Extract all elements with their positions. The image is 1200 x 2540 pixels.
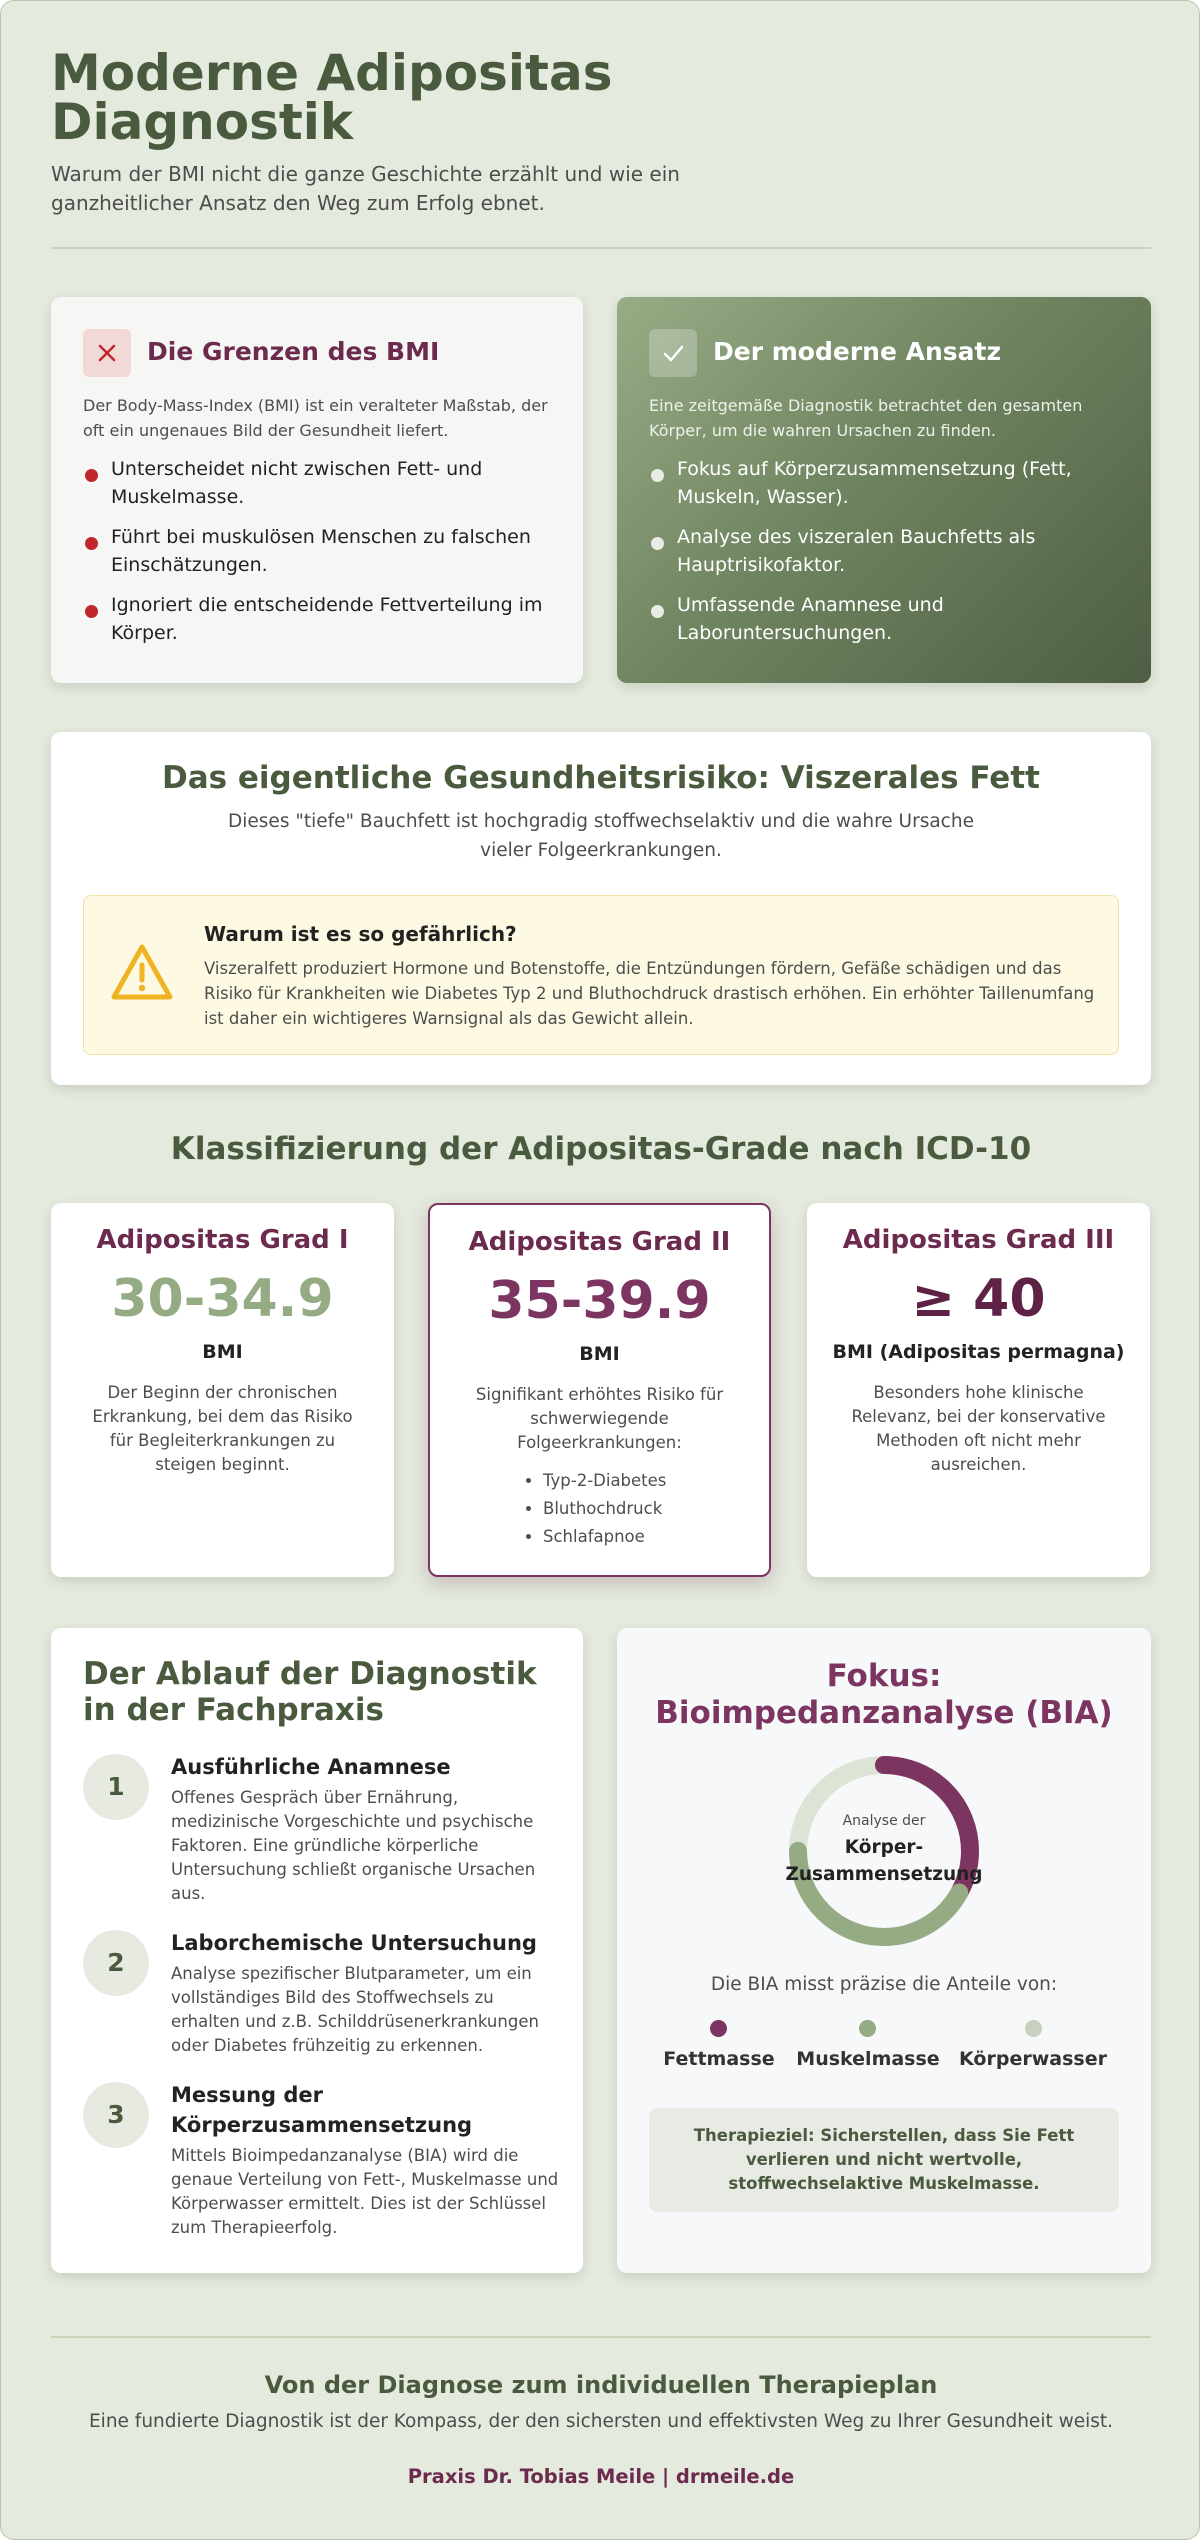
- step-title-3: Messung der Körperzusammensetzung: [171, 2083, 473, 2137]
- step-title-1: Ausführliche Anamnese: [171, 1755, 451, 1779]
- step-number-3: 3: [83, 2082, 149, 2148]
- grade-name: Adipositas Grad II: [468, 1227, 731, 1257]
- bia-title: [617, 1658, 1151, 1732]
- ring-label-big: Körper-Zusammensetzung: [785, 1837, 983, 1885]
- footer-divider: [51, 2336, 1151, 2338]
- bia-measures-text: Die BIA misst präzise die Anteile von:: [710, 1974, 1058, 1995]
- visceral-fat-title: Das eigentliche Gesundheitsrisiko: Viszerales Fett: [162, 760, 1040, 796]
- bia-title-line1: Fokus:: [826, 1658, 942, 1694]
- grade-card-2: [428, 1203, 771, 1577]
- bia-title-line2: Bioimpedanzanalyse (BIA): [655, 1695, 1113, 1731]
- grade-card-1: [51, 1203, 394, 1577]
- grade-name: Adipositas Grad I: [96, 1225, 349, 1255]
- legend-label-fat: Fettmasse: [663, 2048, 775, 2070]
- footer-text: Eine fundierte Diagnostik ist der Kompass, der den sichersten und effektivsten Weg zu Ihrer Gesundheit weist.: [88, 2411, 1114, 2432]
- bmi-limits-card: [51, 297, 583, 683]
- list-item: Unterscheidet nicht zwischen Fett- und Muskelmasse.: [83, 455, 543, 511]
- grade-value: 35-39.9: [488, 1271, 711, 1331]
- footer-brand: Praxis Dr. Tobias Meile | drmeile.de: [407, 2465, 795, 2488]
- step-number-2: 2: [83, 1930, 149, 1996]
- page-subtitle: [51, 160, 1151, 218]
- legend-label-water: Körperwasser: [959, 2048, 1107, 2070]
- visceral-fat-card: [51, 732, 1151, 1085]
- classification-title: Klassifizierung der Adipositas-Grade nach ICD-10: [170, 1131, 1032, 1167]
- bmi-limits-intro: Der Body-Mass-Index (BMI) ist ein veralteter Maßstab, der oft ein ungenaues Bild der Gesundheit liefert.: [83, 396, 548, 440]
- page-subtitle-line2: ganzheitlicher Ansatz den Weg zum Erfolg ebnet.: [51, 191, 545, 215]
- header: [51, 44, 1151, 218]
- modern-approach-list: [649, 455, 1099, 659]
- list-item: Führt bei muskulösen Menschen zu falschen Einschätzungen.: [83, 523, 543, 579]
- process-card: [51, 1628, 583, 2273]
- footer-title: Von der Diagnose zum individuellen Therapieplan: [264, 2371, 938, 2399]
- legend-dot-water: [1025, 2020, 1042, 2037]
- grade-description: Der Beginn der chronischen Erkrankung, bei dem das Risiko für Begleiterkrankungen zu steigen beginnt.: [92, 1383, 353, 1474]
- grade-unit: BMI: [202, 1341, 243, 1363]
- grade-description: Besonders hohe klinische Relevanz, bei der konservative Methoden oft nicht mehr ausreichen.: [851, 1383, 1106, 1474]
- ring-label-small: Analyse der: [842, 1813, 926, 1829]
- step-desc-3: Mittels Bioimpedanzanalyse (BIA) wird die genaue Verteilung von Fett-, Muskelmasse und Körperwasser ermittelt. Dies ist der Schlüssel zum Therapieerfolg.: [171, 2146, 559, 2237]
- list-item: Ignoriert die entscheidende Fettverteilung im Körper.: [83, 591, 543, 647]
- grade-unit: BMI: [579, 1343, 620, 1365]
- list-item: Umfassende Anamnese und Laboruntersuchungen.: [649, 591, 1099, 647]
- list-item: • Typ-2-Diabetes: [543, 1467, 666, 1495]
- list-item: • Schlafapnoe: [543, 1523, 666, 1551]
- step-number-1: 1: [83, 1754, 149, 1820]
- step-desc-2: Analyse spezifischer Blutparameter, um ein vollständiges Bild des Stoffwechsels zu erhalten und z.B. Schilddrüsenerkrankungen oder Diabetes frühzeitig zu erkennen.: [171, 1964, 539, 2055]
- grade-description: Signifikant erhöhtes Risiko für schwerwiegende Folgeerkrankungen:: [475, 1385, 724, 1452]
- therapy-goal-box: [649, 2108, 1119, 2212]
- grade-risk-list: [525, 1467, 666, 1551]
- bia-card: [617, 1628, 1151, 2273]
- step-title-2: Laborchemische Untersuchung: [171, 1931, 537, 1955]
- list-item: • Bluthochdruck: [543, 1495, 666, 1523]
- step-desc-1: Offenes Gespräch über Ernährung, medizinische Vorgeschichte und psychische Faktoren. Eine gründliche körperliche Untersuchung schließt organische Ursachen aus.: [171, 1788, 536, 1903]
- grade-value: 30-34.9: [111, 1269, 334, 1329]
- modern-approach-intro: Eine zeitgemäße Diagnostik betrachtet den gesamten Körper, um die wahren Ursachen zu finden.: [649, 396, 1083, 440]
- warning-title: Warum ist es so gefährlich?: [204, 922, 517, 946]
- page-title: Moderne Adipositas Diagnostik: [51, 44, 613, 151]
- page-subtitle-line1: Warum der BMI nicht die ganze Geschichte erzählt und wie ein: [51, 162, 680, 186]
- list-item: Analyse des viszeralen Bauchfetts als Hauptrisikofaktor.: [649, 523, 1099, 579]
- visceral-fat-subtitle: Dieses "tiefe" Bauchfett ist hochgradig stoffwechselaktiv und die wahre Ursache vieler Folgeerkrankungen.: [228, 811, 974, 861]
- grade-name: Adipositas Grad III: [842, 1225, 1115, 1255]
- legend-dot-muscle: [859, 2020, 876, 2037]
- close-icon: [83, 329, 131, 377]
- grade-card-3: [807, 1203, 1150, 1577]
- warning-text: Viszeralfett produziert Hormone und Botenstoffe, die Entzündungen fördern, Gefäße schädigen und das Risiko für Krankheiten wie Diabetes Typ 2 und Bluthochdruck drastisch erhöhen. Ein erhöhter Taillenumfang ist daher ein wichtigeres Warnsignal als das Gewicht allein.: [204, 959, 1095, 1028]
- grade-value: ≥ 40: [911, 1269, 1046, 1329]
- bmi-limits-list: [83, 455, 543, 659]
- therapy-goal-text: Therapieziel: Sicherstellen, dass Sie Fett verlieren und nicht wertvolle, stoffwechselaktive Muskelmasse.: [693, 2126, 1075, 2193]
- header-divider: [51, 247, 1151, 249]
- bmi-limits-title: Die Grenzen des BMI: [147, 337, 440, 366]
- list-item: Fokus auf Körperzusammensetzung (Fett, Muskeln, Wasser).: [649, 455, 1099, 511]
- modern-approach-card: [617, 297, 1151, 683]
- legend-dot-fat: [710, 2020, 727, 2037]
- grade-unit: BMI (Adipositas permagna): [832, 1341, 1125, 1363]
- legend-label-muscle: Muskelmasse: [796, 2048, 940, 2070]
- warning-icon: [110, 942, 174, 1002]
- modern-approach-title: Der moderne Ansatz: [713, 337, 1002, 366]
- warning-box: [83, 895, 1119, 1055]
- check-icon: [649, 329, 697, 377]
- process-title: Der Ablauf der Diagnostik in der Fachpraxis: [83, 1656, 537, 1728]
